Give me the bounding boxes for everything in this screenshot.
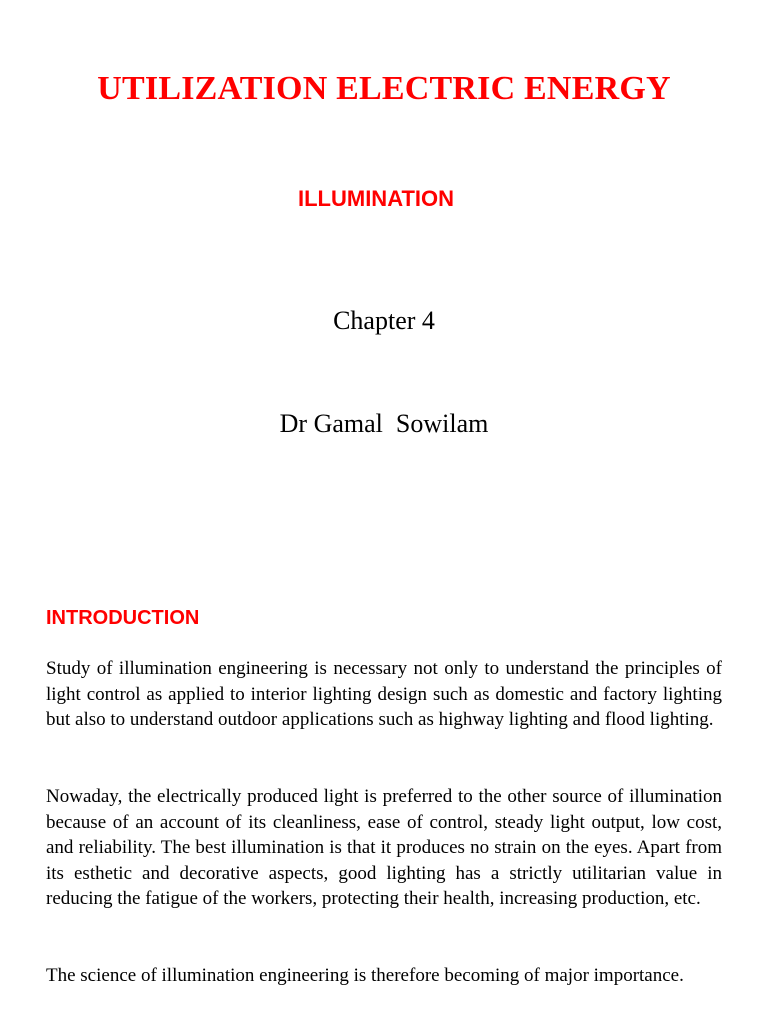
- page-title: UTILIZATION ELECTRIC ENERGY: [97, 70, 671, 107]
- author-name: Dr Gamal Sowilam: [279, 409, 489, 438]
- section-heading-introduction: INTRODUCTION: [46, 607, 200, 629]
- intro-paragraph-2: Nowaday, the electrically produced light is preferred to the other source of illumination because of an account of its cleanliness, ease of control, steady light output, low cost, and reliability. The best illumination is that it produces no strain on the eyes. Apart from its esthetic and decorative aspects, good lighting has a strictly utilitarian value in reducing the fatigue of the workers, protecting their health, increasing production, etc.: [46, 786, 722, 909]
- intro-paragraph-1: Study of illumination engineering is necessary not only to understand the principles of light control as applied to interior lighting design such as domestic and factory lighting but also to understand outdoor applications such as highway lighting and flood lighting.: [46, 658, 722, 730]
- chapter-label: Chapter 4: [333, 306, 435, 335]
- intro-paragraph-3: The science of illumination engineering is therefore becoming of major importance.: [46, 965, 684, 986]
- page-subtitle: ILLUMINATION: [297, 186, 454, 211]
